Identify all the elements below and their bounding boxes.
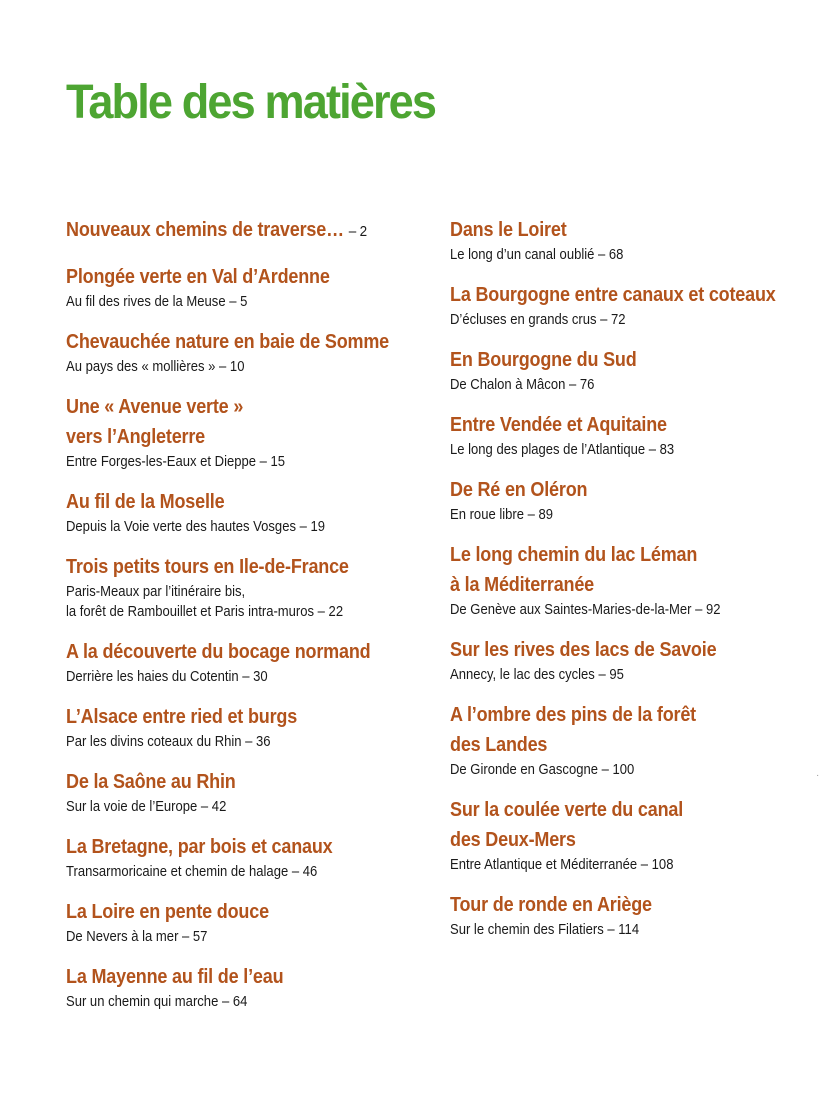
toc-entry-title-text: La Bretagne, par bois et canaux bbox=[66, 836, 333, 858]
toc-entry-title-text: A l’ombre des pins de la forêt bbox=[450, 704, 696, 726]
toc-entry[interactable] bbox=[66, 897, 426, 947]
toc-entry-title bbox=[66, 832, 390, 862]
toc-entry-subtitle: Entre Atlantique et Méditerranée – 108 bbox=[450, 857, 674, 873]
toc-entry-title-text: La Loire en pente douce bbox=[66, 901, 269, 923]
toc-entry-title bbox=[450, 410, 792, 440]
toc-entry[interactable] bbox=[66, 487, 426, 537]
toc-entry-title-text: Sur la coulée verte du canal bbox=[450, 799, 684, 821]
toc-entry-title-text: La Bourgogne entre canaux et coteaux bbox=[450, 284, 776, 306]
toc-entry[interactable] bbox=[66, 832, 426, 882]
toc-entry[interactable] bbox=[450, 280, 830, 330]
toc-entry-title bbox=[66, 487, 390, 517]
toc-entry-title bbox=[66, 392, 390, 422]
toc-entry[interactable] bbox=[450, 890, 830, 940]
toc-entry-subtitle: Le long des plages de l’Atlantique – 83 bbox=[450, 442, 675, 458]
toc-entry-title-line2: des Landes bbox=[450, 734, 548, 756]
toc-entry-subtitle-line2: la forêt de Rambouillet et Paris intra-muros – 22 bbox=[66, 604, 344, 620]
toc-entry-page: – 2 bbox=[348, 223, 367, 240]
toc-entry-title bbox=[66, 767, 390, 797]
toc-column-left bbox=[66, 215, 426, 1027]
toc-entry[interactable] bbox=[450, 345, 830, 395]
toc-entry[interactable] bbox=[450, 635, 830, 685]
toc-entry[interactable] bbox=[66, 552, 426, 622]
toc-entry-subtitle: De Gironde en Gascogne – 100 bbox=[450, 762, 635, 778]
toc-entry-title-line2: vers l’Angleterre bbox=[66, 426, 206, 448]
toc-entry-title-line2: à la Méditerranée bbox=[450, 574, 595, 596]
toc-entry[interactable] bbox=[66, 702, 426, 752]
toc-entry-subtitle: Annecy, le lac des cycles – 95 bbox=[450, 667, 624, 683]
toc-entry[interactable] bbox=[66, 215, 426, 247]
toc-entry-subtitle: De Chalon à Mâcon – 76 bbox=[450, 377, 595, 393]
toc-entry[interactable] bbox=[450, 475, 830, 525]
toc-entry-title bbox=[450, 890, 792, 920]
toc-entry-title-text: Entre Vendée et Aquitaine bbox=[450, 414, 667, 436]
toc-entry-title bbox=[450, 635, 792, 665]
toc-entry-subtitle: Sur la voie de l’Europe – 42 bbox=[66, 799, 227, 815]
toc-entry-title bbox=[66, 897, 390, 927]
toc-entry-subtitle: Sur un chemin qui marche – 64 bbox=[66, 994, 248, 1010]
toc-entry[interactable] bbox=[66, 637, 426, 687]
toc-entry[interactable] bbox=[66, 262, 426, 312]
toc-entry-title-text: A la découverte du bocage normand bbox=[66, 641, 371, 663]
toc-entry[interactable] bbox=[66, 962, 426, 1012]
toc-entry-subtitle: Transarmoricaine et chemin de halage – 46 bbox=[66, 864, 318, 880]
page-title: Table des matières bbox=[66, 76, 436, 129]
toc-entry-title bbox=[450, 215, 792, 245]
toc-entry-title bbox=[450, 540, 792, 570]
toc-entry[interactable] bbox=[450, 540, 830, 620]
toc-entry[interactable] bbox=[450, 700, 830, 780]
toc-entry-title bbox=[66, 962, 390, 992]
toc-entry[interactable] bbox=[450, 795, 830, 875]
toc-entry-subtitle: Derrière les haies du Cotentin – 30 bbox=[66, 669, 268, 685]
toc-entry-subtitle: Sur le chemin des Filatiers – 114 bbox=[450, 922, 640, 938]
toc-entry-title bbox=[66, 215, 390, 247]
toc-entry-title-text: Nouveaux chemins de traverse… bbox=[66, 219, 344, 241]
toc-entry-title-text: Trois petits tours en Ile-de-France bbox=[66, 556, 349, 578]
toc-entry-title-text: L’Alsace entre ried et burgs bbox=[66, 706, 298, 728]
toc-entry-title bbox=[66, 702, 390, 732]
toc-entry-title-text: En Bourgogne du Sud bbox=[450, 349, 637, 371]
toc-entry-title-line2: des Deux-Mers bbox=[450, 829, 576, 851]
toc-entry[interactable] bbox=[66, 327, 426, 377]
toc-entry-title bbox=[450, 345, 792, 375]
toc-entry-title-text: La Mayenne au fil de l’eau bbox=[66, 966, 284, 988]
toc-entry-title-text: De Ré en Oléron bbox=[450, 479, 588, 501]
toc-entry-title bbox=[66, 552, 390, 582]
toc-entry-title bbox=[450, 700, 792, 730]
toc-entry-subtitle: De Genève aux Saintes-Maries-de-la-Mer – 92 bbox=[450, 602, 721, 618]
toc-entry-title bbox=[66, 327, 390, 357]
toc-entry-title bbox=[66, 262, 390, 292]
toc-entry-title-text: Plongée verte en Val d’Ardenne bbox=[66, 266, 330, 288]
toc-entry-subtitle: Entre Forges-les-Eaux et Dieppe – 15 bbox=[66, 454, 286, 470]
toc-entry-title bbox=[66, 637, 390, 667]
toc-entry-title-text: Sur les rives des lacs de Savoie bbox=[450, 639, 717, 661]
toc-entry-title bbox=[450, 475, 792, 505]
toc-entry-title-text: Le long chemin du lac Léman bbox=[450, 544, 698, 566]
toc-entry-subtitle: En roue libre – 89 bbox=[450, 507, 554, 523]
toc-entry-subtitle: Depuis la Voie verte des hautes Vosges – 19 bbox=[66, 519, 326, 535]
toc-entry-subtitle: Au pays des « mollières » – 10 bbox=[66, 359, 245, 375]
toc-entry-title bbox=[450, 795, 792, 825]
toc-entry-subtitle: Par les divins coteaux du Rhin – 36 bbox=[66, 734, 271, 750]
toc-entry[interactable] bbox=[450, 410, 830, 460]
toc-entry-subtitle: Au fil des rives de la Meuse – 5 bbox=[66, 294, 248, 310]
toc-entry-title-text: Au fil de la Moselle bbox=[66, 491, 225, 513]
toc-entry-title bbox=[450, 280, 792, 310]
toc-column-right bbox=[450, 215, 830, 955]
toc-entry-subtitle: De Nevers à la mer – 57 bbox=[66, 929, 208, 945]
toc-entry-subtitle: Paris-Meaux par l’itinéraire bis, bbox=[66, 584, 246, 600]
toc-entry-subtitle: Le long d’un canal oublié – 68 bbox=[450, 247, 624, 263]
toc-entry[interactable] bbox=[450, 215, 830, 265]
toc-entry-title-text: Dans le Loiret bbox=[450, 219, 567, 241]
toc-entry[interactable] bbox=[66, 767, 426, 817]
scan-speck: · bbox=[816, 770, 820, 781]
toc-entry[interactable] bbox=[66, 392, 426, 472]
toc-entry-title-text: Tour de ronde en Ariège bbox=[450, 894, 652, 916]
toc-entry-title-text: Une « Avenue verte » bbox=[66, 396, 244, 418]
toc-entry-title-text: De la Saône au Rhin bbox=[66, 771, 236, 793]
toc-entry-subtitle: D’écluses en grands crus – 72 bbox=[450, 312, 626, 328]
toc-entry-title-text: Chevauchée nature en baie de Somme bbox=[66, 331, 390, 353]
